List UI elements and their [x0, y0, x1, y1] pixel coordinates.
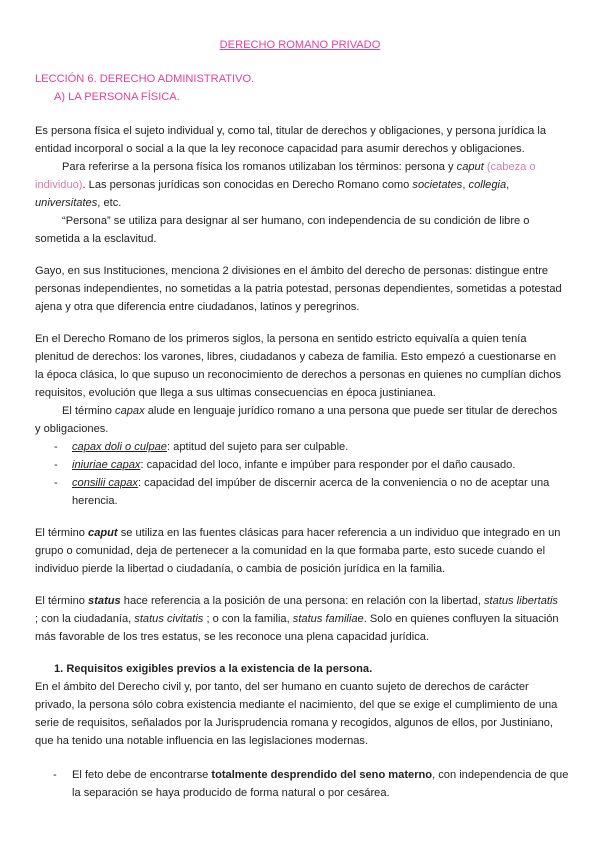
s1-line-1: En el ámbito del Derecho civil y, por tanto, del ser humano en cuanto sujeto de derechos de carácter	[35, 681, 529, 693]
p1-line-6: “Persona” se utiliza para designar al ser humano, con independencia de su condición de libre o	[62, 215, 530, 227]
p1-line-3: Para referirse a la persona física los romanos utilizaban los términos: persona y caput (cabeza o	[62, 161, 536, 173]
bullet-dash: -	[53, 769, 57, 781]
s1-line-4: que ha tenido una notable influencia en las legislaciones modernas.	[35, 735, 369, 747]
p4-line-1: El término caput se utiliza en las fuentes clásicas para hacer referencia a un individuo que integrado en un	[35, 527, 561, 539]
p5-line-3: más favorable de los tres estatus, se les reconoce una plena capacidad jurídica.	[35, 631, 430, 643]
p5-line-1: El término status hace referencia a la posición de una persona: en relación con la libertad, status libertatis	[35, 595, 558, 607]
p3-line-1: En el Derecho Romano de los primeros siglos, la persona en sentido estricto equivalía a quien tenía	[35, 333, 527, 345]
s1-bullet-1-cont: la separación se haya producido de forma natural o por cesárea.	[72, 787, 390, 799]
capax-item-2: iniuriae capax: capacidad del loco, infante e impúber para responder por el daño causado.	[72, 459, 516, 471]
p3-line-6: y obligaciones.	[35, 423, 109, 435]
p1-line-4: individuo). Las personas jurídicas son conocidas en Derecho Romano como societates, collegia,	[35, 179, 510, 191]
p2-line-2: personas independientes, no sometidas a la patria potestad, personas dependientes, sometidas a potestad	[35, 283, 562, 295]
p4-line-2: grupo o comunidad, deja de pertenecer a la comunidad en la que formaba parte, esto sucede cuando el	[35, 545, 546, 557]
section-1-heading: 1. Requisitos exigibles previos a la existencia de la persona.	[54, 663, 373, 675]
p2-line-3: ajena y otra que diferencia entre ciudadanos, latinos y peregrinos.	[35, 301, 360, 313]
lesson-heading: LECCIÓN 6. DERECHO ADMINISTRATIVO.	[35, 73, 255, 85]
bullet-dash: -	[54, 441, 58, 453]
p1-line-2: entidad incorporal o social a la que la ley reconoce capacidad para asumir derechos y obligaciones.	[35, 143, 525, 155]
s1-line-3: serie de requisitos, señalados por la Jurisprudencia romana y recogidos, algunos de ellos, por Justiniano,	[35, 717, 554, 729]
capax-item-1: capax doli o culpae: aptitud del sujeto para ser culpable.	[72, 441, 349, 453]
capax-item-3: consilii capax: capacidad del impúber de discernir acerca de la conveniencia o no de aceptar una	[72, 477, 550, 489]
p5-line-2: ; con la ciudadanía, status civitatis ; o con la familia, status familiae. Solo en quienes confluyen la situación	[35, 613, 559, 625]
p3-line-5: El término capax alude en lenguaje jurídico romano a una persona que puede ser titular de derechos	[62, 405, 558, 417]
s1-bullet-1: El feto debe de encontrarse totalmente desprendido del seno materno, con independencia de que	[72, 769, 569, 781]
p1-line-7: sometida a la esclavitud.	[35, 233, 157, 245]
bullet-dash: -	[54, 477, 58, 489]
bullet-dash: -	[54, 459, 58, 471]
section-a-heading: A) LA PERSONA FÍSICA.	[54, 91, 180, 103]
p1-line-1: Es persona física el sujeto individual y, como tal, titular de derechos y obligaciones, y persona jurídica la	[35, 125, 546, 137]
document-title: DERECHO ROMANO PRIVADO	[219, 39, 381, 51]
p1-line-5: universitates, etc.	[35, 197, 122, 209]
s1-line-2: privado, la persona sólo cobra existencia mediante el nacimiento, del que se exige el cumplimiento de una	[35, 699, 558, 711]
p3-line-3: la época clásica, lo que supuso un reconocimiento de derechos a personas en quienes no cumplían dichos	[35, 369, 562, 381]
p4-line-3: individuo pierde la libertad o ciudadanía, o cambia de posición jurídica en la familia.	[35, 563, 446, 575]
p3-line-4: requisitos, evolución que llega a sus ultimas consecuencias en época justinianea.	[35, 387, 436, 399]
p3-line-2: plenitud de derechos: los varones, libres, ciudadanos y cabeza de familia. Esto empezó a cuestionarse en	[35, 351, 557, 363]
p2-line-1: Gayo, en sus Instituciones, menciona 2 divisiones en el ámbito del derecho de personas: distingue entre	[35, 265, 549, 277]
capax-item-3-cont: herencia.	[72, 495, 118, 507]
